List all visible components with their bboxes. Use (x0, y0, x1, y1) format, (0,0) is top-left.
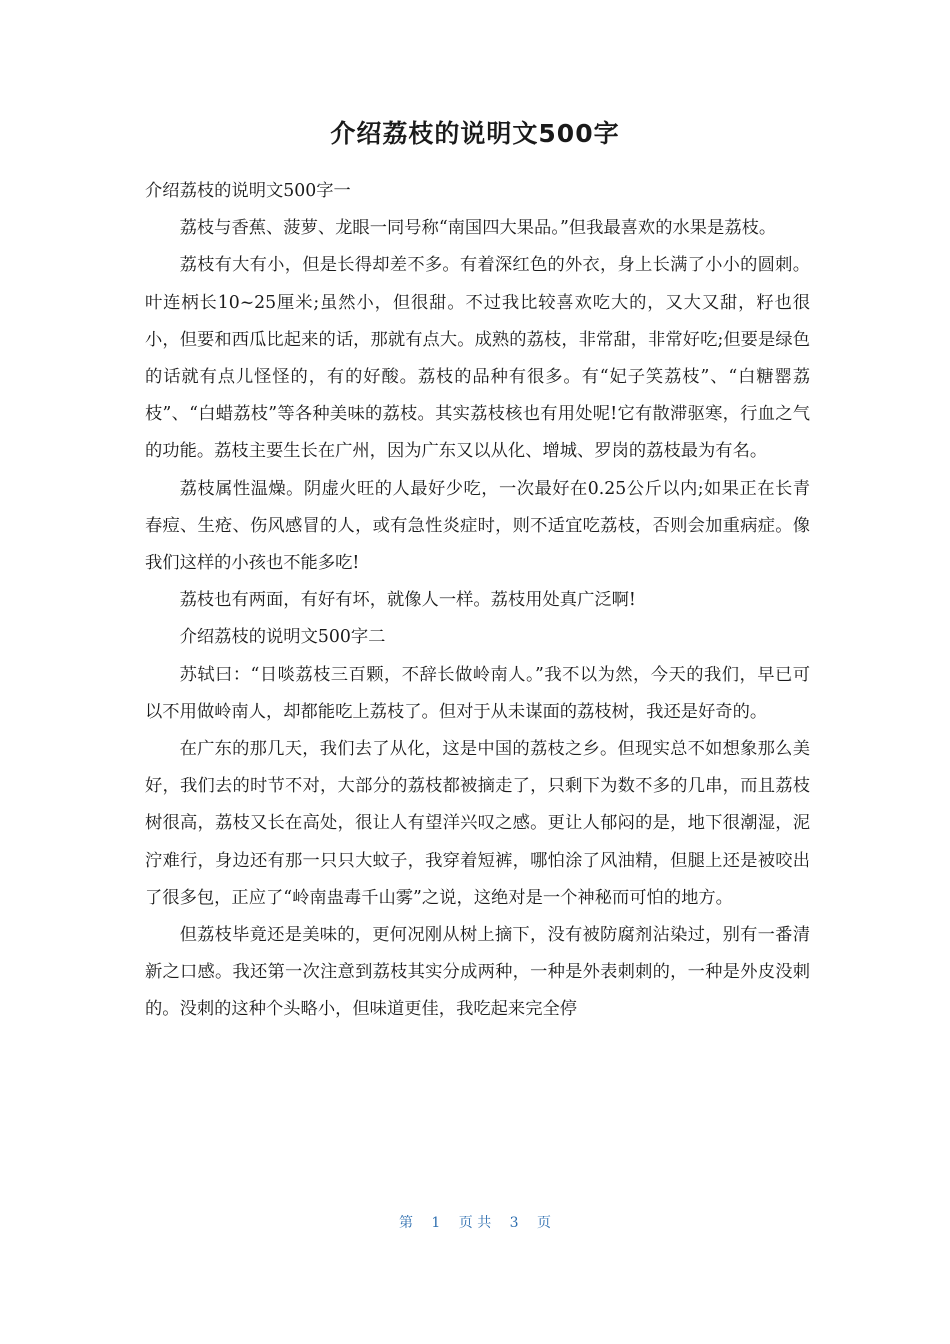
paragraph: 荔枝也有两面，有好有坏，就像人一样。荔枝用处真广泛啊! (179, 590, 636, 611)
footer-mid: 页 共 (458, 1215, 492, 1231)
page-footer (0, 1212, 950, 1232)
paragraph: 荔枝有大有小，但是长得却差不多。有着深红色的外衣，身上长满了小小的圆刺。叶连柄长10~25厘米;虽然小，但很甜。不过我比较喜欢吃大的，又大又甜，籽也很小，但要和西瓜比起来的话，那就有点大。成熟的荔枝，非常甜，非常好吃;但要是绿色的话就有点儿怪怪的，有的好酸。荔枝的品种有很多。有“妃子笑荔枝”、“白糖罂荔枝”、“白蜡荔枝”等各种美味的荔枝。其实荔枝核也有用处呢!它有散滞驱寒，行血之气的功能。荔枝主要生长在广州，因为广东又以从化、增城、罗岗的荔枝最为有名。 (145, 255, 810, 462)
footer-prefix: 第 (398, 1215, 413, 1231)
paragraph: 在广东的那几天，我们去了从化，这是中国的荔枝之乡。但现实总不如想象那么美好，我们去的时节不对，大部分的荔枝都被摘走了，只剩下为数不多的几串，而且荔枝树很高，荔枝又长在高处，很让人有望洋兴叹之感。更让人郁闷的是，地下很潮湿，泥泞难行，身边还有那一只只大蚊子，我穿着短裤，哪怕涂了风油精，但腿上还是被咬出了很多包，正应了“岭南蛊毒千山雾”之说，这绝对是一个神秘而可怕的地方。 (145, 739, 810, 908)
current-page-number: 1 (431, 1215, 441, 1231)
section-heading-2: 介绍荔枝的说明文500字二 (179, 627, 386, 648)
footer-suffix: 页 (537, 1215, 552, 1231)
paragraph: 荔枝属性温燥。阴虚火旺的人最好少吃，一次最好在0.25公斤以内;如果正在长青春痘、生疮、伤风感冒的人，或有急性炎症时，则不适宜吃荔枝，否则会加重病症。像我们这样的小孩也不能多吃! (145, 478, 810, 574)
paragraph: 但荔枝毕竟还是美味的，更何况刚从树上摘下，没有被防腐剂沾染过，别有一番清新之口感。我还第一次注意到荔枝其实分成两种，一种是外表刺刺的，一种是外皮没刺的。没刺的这种个头略小，但味道更佳，我吃起来完全停 (145, 925, 810, 1020)
document-title: 介绍荔枝的说明文500字 (330, 119, 620, 148)
total-page-count: 3 (509, 1215, 519, 1231)
paragraph: 荔枝与香蕉、菠萝、龙眼一同号称“南国四大果品。”但我最喜欢的水果是荔枝。 (179, 218, 777, 239)
document-body (145, 173, 810, 1029)
paragraph: 苏轼曰：“日啖荔枝三百颗，不辞长做岭南人。”我不以为然，今天的我们，早已可以不用做岭南人，却都能吃上荔枝了。但对于从未谋面的荔枝树，我还是好奇的。 (145, 664, 810, 722)
section-heading-1: 介绍荔枝的说明文500字一 (145, 181, 351, 201)
